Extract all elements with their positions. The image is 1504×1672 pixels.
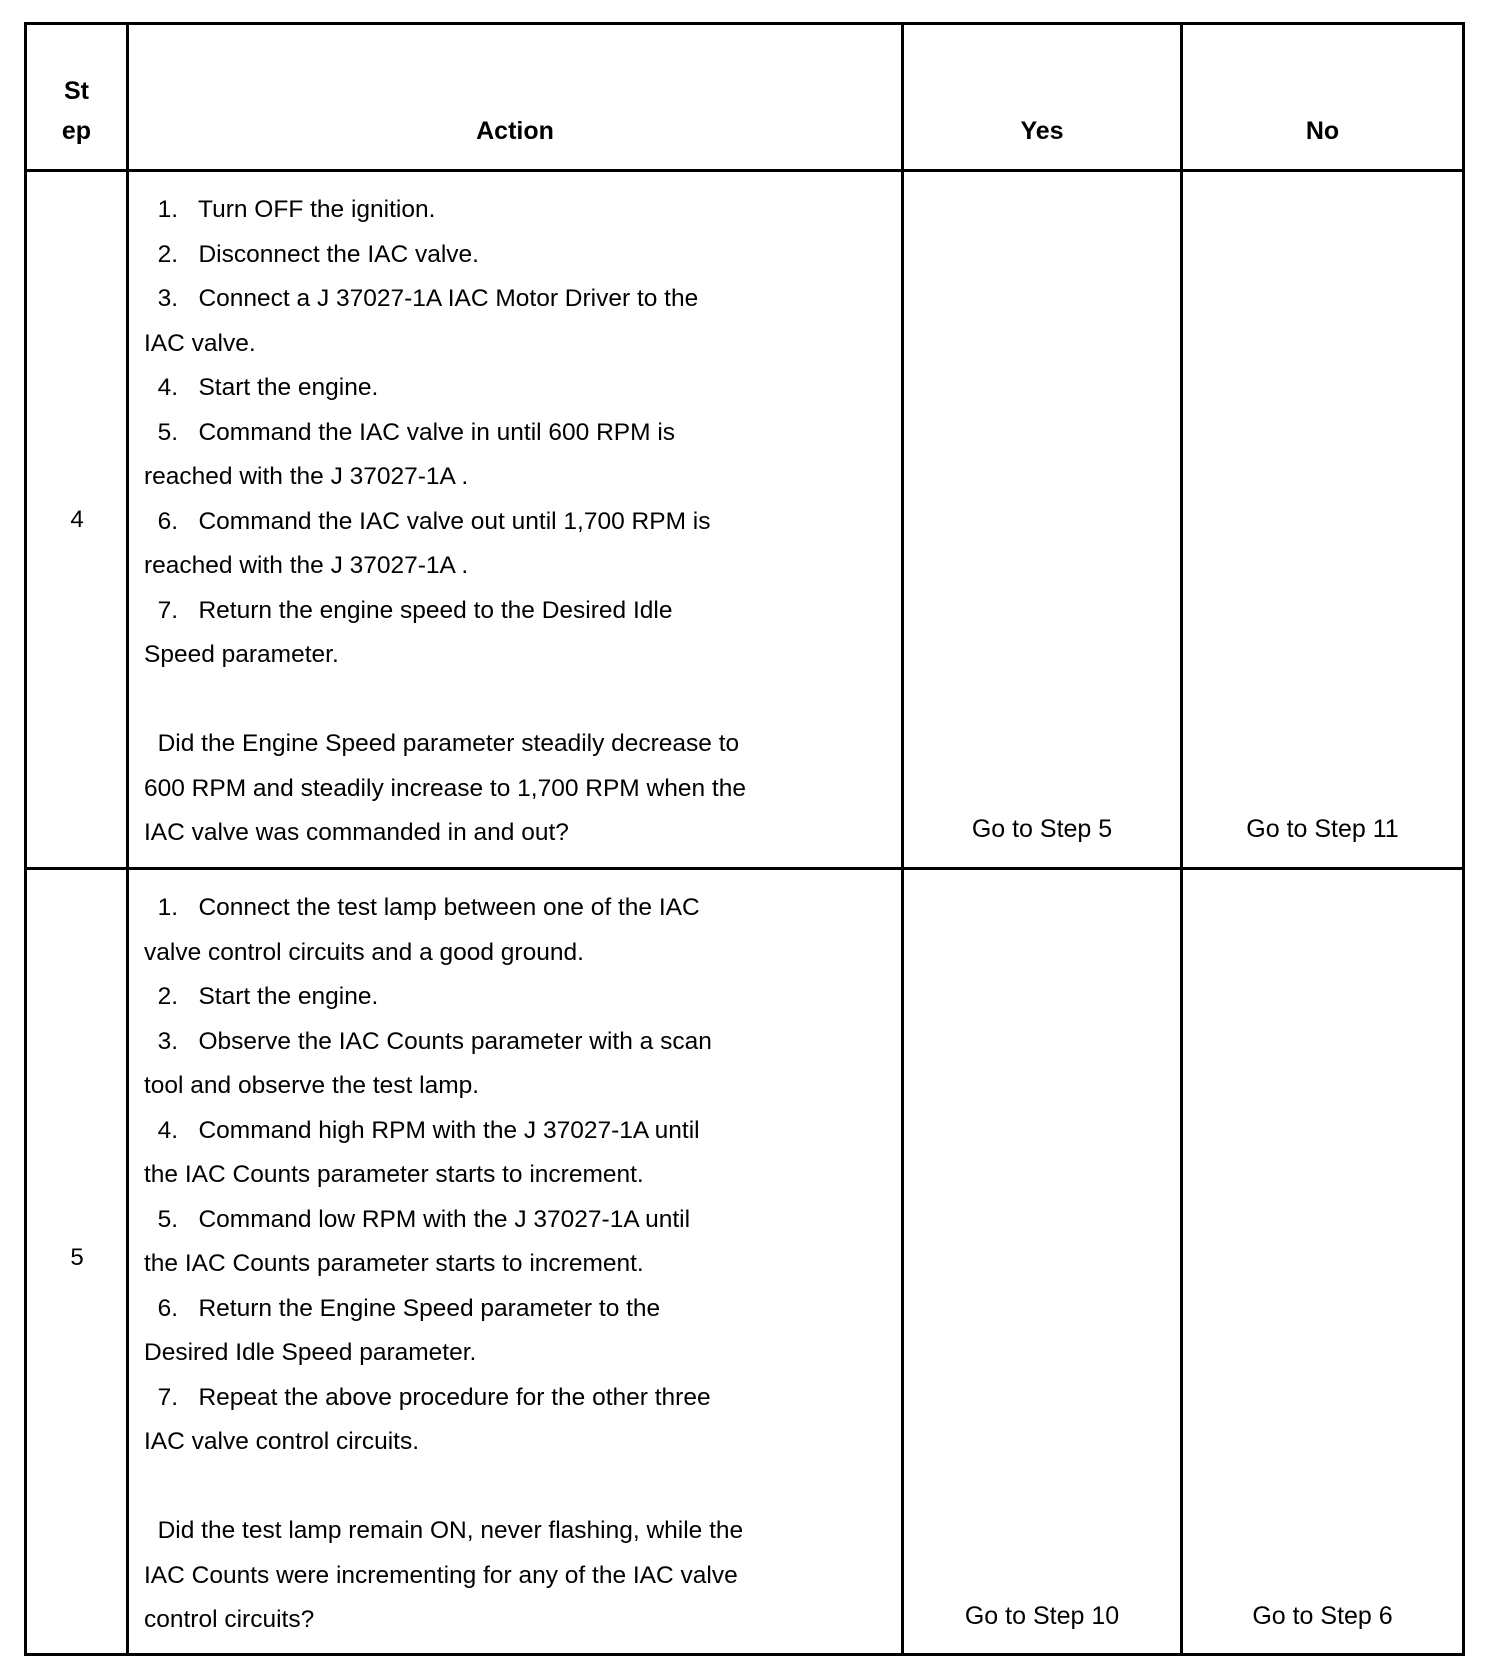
action-line: valve control circuits and a good ground. bbox=[144, 938, 584, 966]
action-line bbox=[144, 678, 904, 723]
action-line: Speed parameter. bbox=[144, 641, 339, 668]
action-question: IAC valve was commanded in and out? bbox=[144, 819, 569, 846]
header-no: No bbox=[1305, 117, 1340, 145]
no-result: Go to Step 6 bbox=[1252, 1602, 1393, 1630]
action-line: IAC valve. bbox=[144, 329, 256, 357]
action-line: the IAC Counts parameter starts to increment. bbox=[144, 1161, 644, 1188]
yes-result: Go to Step 10 bbox=[964, 1602, 1120, 1630]
action-text bbox=[144, 188, 904, 856]
action-line: IAC valve control circuits. bbox=[144, 1428, 420, 1455]
table-border-bottom bbox=[24, 1653, 1465, 1656]
table-border-left bbox=[24, 22, 27, 1656]
action-line: 1. Connect the test lamp between one of the IAC bbox=[144, 894, 700, 921]
action-line: 2. Start the engine. bbox=[144, 983, 379, 1010]
action-question: Did the Engine Speed parameter steadily decrease to bbox=[144, 730, 740, 757]
header-action: Action bbox=[476, 117, 554, 145]
action-text bbox=[144, 886, 904, 1643]
action-line: 7. Repeat the above procedure for the other three bbox=[144, 1383, 711, 1411]
column-divider-step bbox=[126, 22, 129, 1656]
diagnostic-table bbox=[24, 22, 1465, 1656]
action-question: 600 RPM and steadily increase to 1,700 RPM when the bbox=[144, 774, 746, 802]
header-step: St ep bbox=[61, 77, 92, 145]
action-line: 4. Start the engine. bbox=[144, 374, 379, 401]
step-number: 4 bbox=[70, 506, 84, 533]
action-line: 2. Disconnect the IAC valve. bbox=[144, 240, 479, 268]
action-line: reached with the J 37027-1A . bbox=[144, 463, 469, 490]
action-question: control circuits? bbox=[144, 1606, 315, 1633]
action-question: Did the test lamp remain ON, never flashing, while the bbox=[144, 1517, 744, 1544]
header-yes: Yes bbox=[1020, 117, 1064, 145]
action-line: 4. Command high RPM with the J 37027-1A until bbox=[144, 1116, 700, 1144]
action-line: 1. Turn OFF the ignition. bbox=[144, 196, 436, 223]
no-result: Go to Step 11 bbox=[1246, 815, 1399, 843]
action-line: tool and observe the test lamp. bbox=[144, 1072, 480, 1099]
action-question: IAC Counts were incrementing for any of the IAC valve bbox=[144, 1561, 738, 1589]
action-line bbox=[144, 1465, 904, 1510]
action-line: Desired Idle Speed parameter. bbox=[144, 1339, 477, 1366]
action-line: 3. Observe the IAC Counts parameter with a scan bbox=[144, 1027, 712, 1055]
table-border-right bbox=[1462, 22, 1465, 1656]
action-line: 6. Command the IAC valve out until 1,700 RPM is bbox=[144, 507, 711, 535]
row-divider bbox=[24, 867, 1465, 870]
action-line: 3. Connect a J 37027-1A IAC Motor Driver to the bbox=[144, 285, 699, 312]
action-line: 6. Return the Engine Speed parameter to the bbox=[144, 1294, 661, 1322]
step-number: 5 bbox=[70, 1244, 84, 1271]
action-line: reached with the J 37027-1A . bbox=[144, 552, 469, 579]
action-line: the IAC Counts parameter starts to increment. bbox=[144, 1250, 644, 1277]
action-line: 5. Command low RPM with the J 37027-1A until bbox=[144, 1205, 691, 1233]
action-line: 7. Return the engine speed to the Desired Idle bbox=[144, 596, 673, 624]
action-line: 5. Command the IAC valve in until 600 RPM is bbox=[144, 418, 676, 446]
yes-result: Go to Step 5 bbox=[971, 815, 1113, 843]
